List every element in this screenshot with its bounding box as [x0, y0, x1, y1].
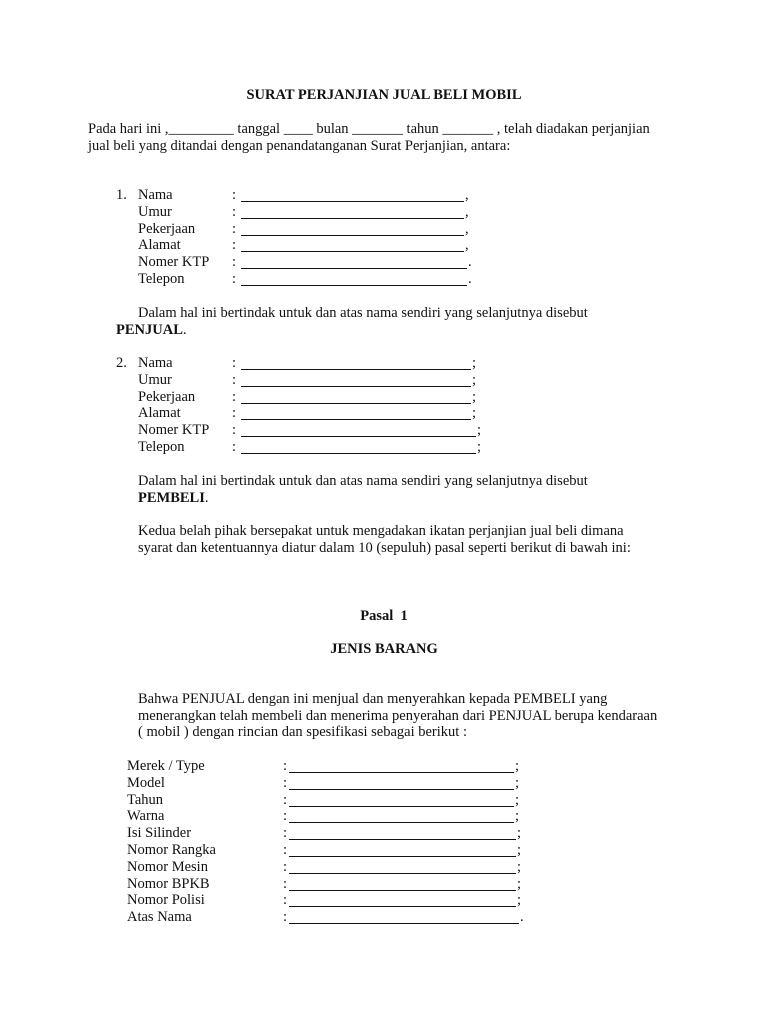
party2-field-end-mark: ; [477, 422, 482, 439]
party1-field-colon: : [232, 237, 237, 254]
vehicle-spec-label: Atas Nama [127, 909, 192, 926]
party2-field-colon: : [232, 422, 237, 439]
party2-field-blank-field[interactable] [241, 453, 476, 454]
party2-field-end-mark: ; [472, 388, 477, 405]
party2-field-end-mark: ; [472, 355, 477, 371]
pasal1-para-line-1: Bahwa PENJUAL dengan ini menjual dan menyerahkan kepada PEMBELI yang [138, 691, 608, 707]
vehicle-spec-blank-field[interactable] [289, 890, 516, 891]
party1-field-colon: : [232, 220, 237, 237]
vehicle-spec-colon: : [283, 808, 288, 825]
party2-field-colon: : [232, 405, 237, 422]
pasal1-para-line-3: ( mobil ) dengan rincian dan spesifikasi sebagai berikut : [138, 724, 467, 740]
vehicle-spec-blank-field[interactable] [289, 822, 514, 823]
party2-field-label: Umur [138, 371, 172, 388]
party2-field-blank-field[interactable] [241, 369, 471, 370]
vehicle-spec-end-mark: ; [517, 825, 522, 842]
vehicle-spec-end-mark: ; [517, 875, 522, 892]
party1-role: PENJUAL [116, 322, 183, 338]
party2-statement: Dalam hal ini bertindak untuk dan atas nama sendiri yang selanjutnya disebut [138, 473, 588, 489]
vehicle-spec-blank-field[interactable] [289, 856, 516, 857]
vehicle-spec-colon: : [283, 825, 288, 842]
party2-number: 2. [116, 355, 127, 371]
party2-field-end-mark: ; [472, 405, 477, 422]
party1-field-blank-field[interactable] [241, 268, 467, 269]
vehicle-spec-blank-field[interactable] [289, 839, 516, 840]
party2-field-colon: : [232, 371, 237, 388]
agreement-line-2: syarat dan ketentuannya diatur dalam 10 (sepuluh) pasal seperti berikut di bawah ini: [138, 540, 631, 556]
vehicle-spec-label: Nomor Polisi [127, 892, 205, 909]
party1-field-blank-field[interactable] [241, 235, 464, 236]
vehicle-spec-colon: : [283, 774, 288, 791]
vehicle-spec-blank-field[interactable] [289, 806, 514, 807]
intro-line-1: Pada hari ini ,_________ tanggal ____ bulan _______ tahun _______ , telah diadakan perjanjian [88, 121, 650, 137]
party1-field-label: Nomer KTP [138, 254, 210, 271]
party1-statement: Dalam hal ini bertindak untuk dan atas nama sendiri yang selanjutnya disebut [138, 305, 588, 321]
vehicle-spec-colon: : [283, 909, 288, 926]
pasal1-para-line-2: menerangkan telah membeli dan menerima penyerahan dari PENJUAL berupa kendaraan [138, 708, 658, 724]
vehicle-spec-blank-field[interactable] [289, 906, 516, 907]
party2-field-label: Nomer KTP [138, 422, 210, 439]
vehicle-spec-end-mark: ; [517, 842, 522, 858]
party1-field-label: Umur [138, 203, 172, 220]
vehicle-spec-blank-field[interactable] [289, 873, 516, 874]
pasal1-heading: Pasal 1 [360, 608, 408, 624]
vehicle-spec-colon: : [283, 758, 288, 774]
vehicle-spec-label: Model [127, 774, 165, 791]
party1-field-end-mark: , [465, 237, 469, 254]
party1-field-blank-field[interactable] [241, 285, 467, 286]
party1-field-label: Pekerjaan [138, 220, 196, 237]
party1-field-end-mark: , [465, 187, 469, 203]
vehicle-spec-end-mark: ; [515, 791, 520, 808]
party2-role: PEMBELI [138, 490, 205, 506]
vehicle-spec-colon: : [283, 858, 288, 875]
vehicle-spec-colon: : [283, 791, 288, 808]
party1-field-end-mark: , [465, 203, 469, 220]
vehicle-spec-label: Nomor Rangka [127, 842, 216, 858]
vehicle-spec-end-mark: ; [517, 892, 522, 909]
party1-field-label: Telepon [138, 271, 185, 287]
vehicle-spec-colon: : [283, 842, 288, 858]
vehicle-spec-label: Nomor BPKB [127, 875, 210, 892]
party1-field-colon: : [232, 254, 237, 271]
vehicle-spec-end-mark: ; [515, 774, 520, 791]
party1-role-end: . [182, 322, 187, 338]
document-title: SURAT PERJANJIAN JUAL BELI MOBIL [246, 87, 522, 103]
party2-field-label: Pekerjaan [138, 388, 196, 405]
vehicle-spec-end-mark: . [520, 909, 524, 926]
party1-number: 1. [116, 187, 127, 203]
vehicle-spec-label: Nomor Mesin [127, 858, 208, 875]
party1-field-colon: : [232, 271, 237, 287]
vehicle-spec-label: Tahun [127, 791, 164, 808]
party2-field-colon: : [232, 388, 237, 405]
vehicle-spec-end-mark: ; [517, 858, 522, 875]
vehicle-spec-colon: : [283, 892, 288, 909]
party1-field-blank-field[interactable] [241, 201, 464, 202]
vehicle-spec-label: Merek / Type [127, 758, 205, 774]
party1-field-label: Nama [138, 187, 173, 203]
vehicle-spec-label: Isi Silinder [127, 825, 192, 842]
party2-role-end: . [204, 490, 209, 506]
party1-field-end-mark: . [468, 271, 472, 287]
vehicle-spec-end-mark: ; [515, 808, 520, 825]
party2-field-colon: : [232, 439, 237, 455]
party1-field-colon: : [232, 203, 237, 220]
party2-field-end-mark: ; [477, 439, 482, 455]
pasal1-subheading: JENIS BARANG [330, 641, 438, 657]
party2-field-label: Alamat [138, 405, 181, 422]
party1-field-end-mark: . [468, 254, 472, 271]
party1-field-colon: : [232, 187, 237, 203]
intro-line-2: jual beli yang ditandai dengan penandatanganan Surat Perjanjian, antara: [88, 138, 511, 154]
party2-field-blank-field[interactable] [241, 386, 471, 387]
party2-field-label: Nama [138, 355, 173, 371]
vehicle-spec-label: Warna [127, 808, 165, 825]
vehicle-spec-colon: : [283, 875, 288, 892]
party2-field-blank-field[interactable] [241, 419, 471, 420]
party1-role-line [116, 322, 187, 339]
vehicle-spec-blank-field[interactable] [289, 772, 514, 773]
party1-field-blank-field[interactable] [241, 218, 464, 219]
party2-field-end-mark: ; [472, 371, 477, 388]
vehicle-spec-blank-field[interactable] [289, 923, 519, 924]
party1-field-end-mark: , [465, 220, 469, 237]
party2-field-colon: : [232, 355, 237, 371]
party2-role-line [138, 490, 209, 507]
party2-field-label: Telepon [138, 439, 185, 455]
party1-field-label: Alamat [138, 237, 181, 254]
vehicle-spec-blank-field[interactable] [289, 789, 514, 790]
agreement-line-1: Kedua belah pihak bersepakat untuk mengadakan ikatan perjanjian jual beli dimana [138, 523, 624, 539]
party2-field-blank-field[interactable] [241, 403, 471, 404]
party2-field-blank-field[interactable] [241, 436, 476, 437]
party1-field-blank-field[interactable] [241, 251, 464, 252]
vehicle-spec-end-mark: ; [515, 758, 520, 774]
